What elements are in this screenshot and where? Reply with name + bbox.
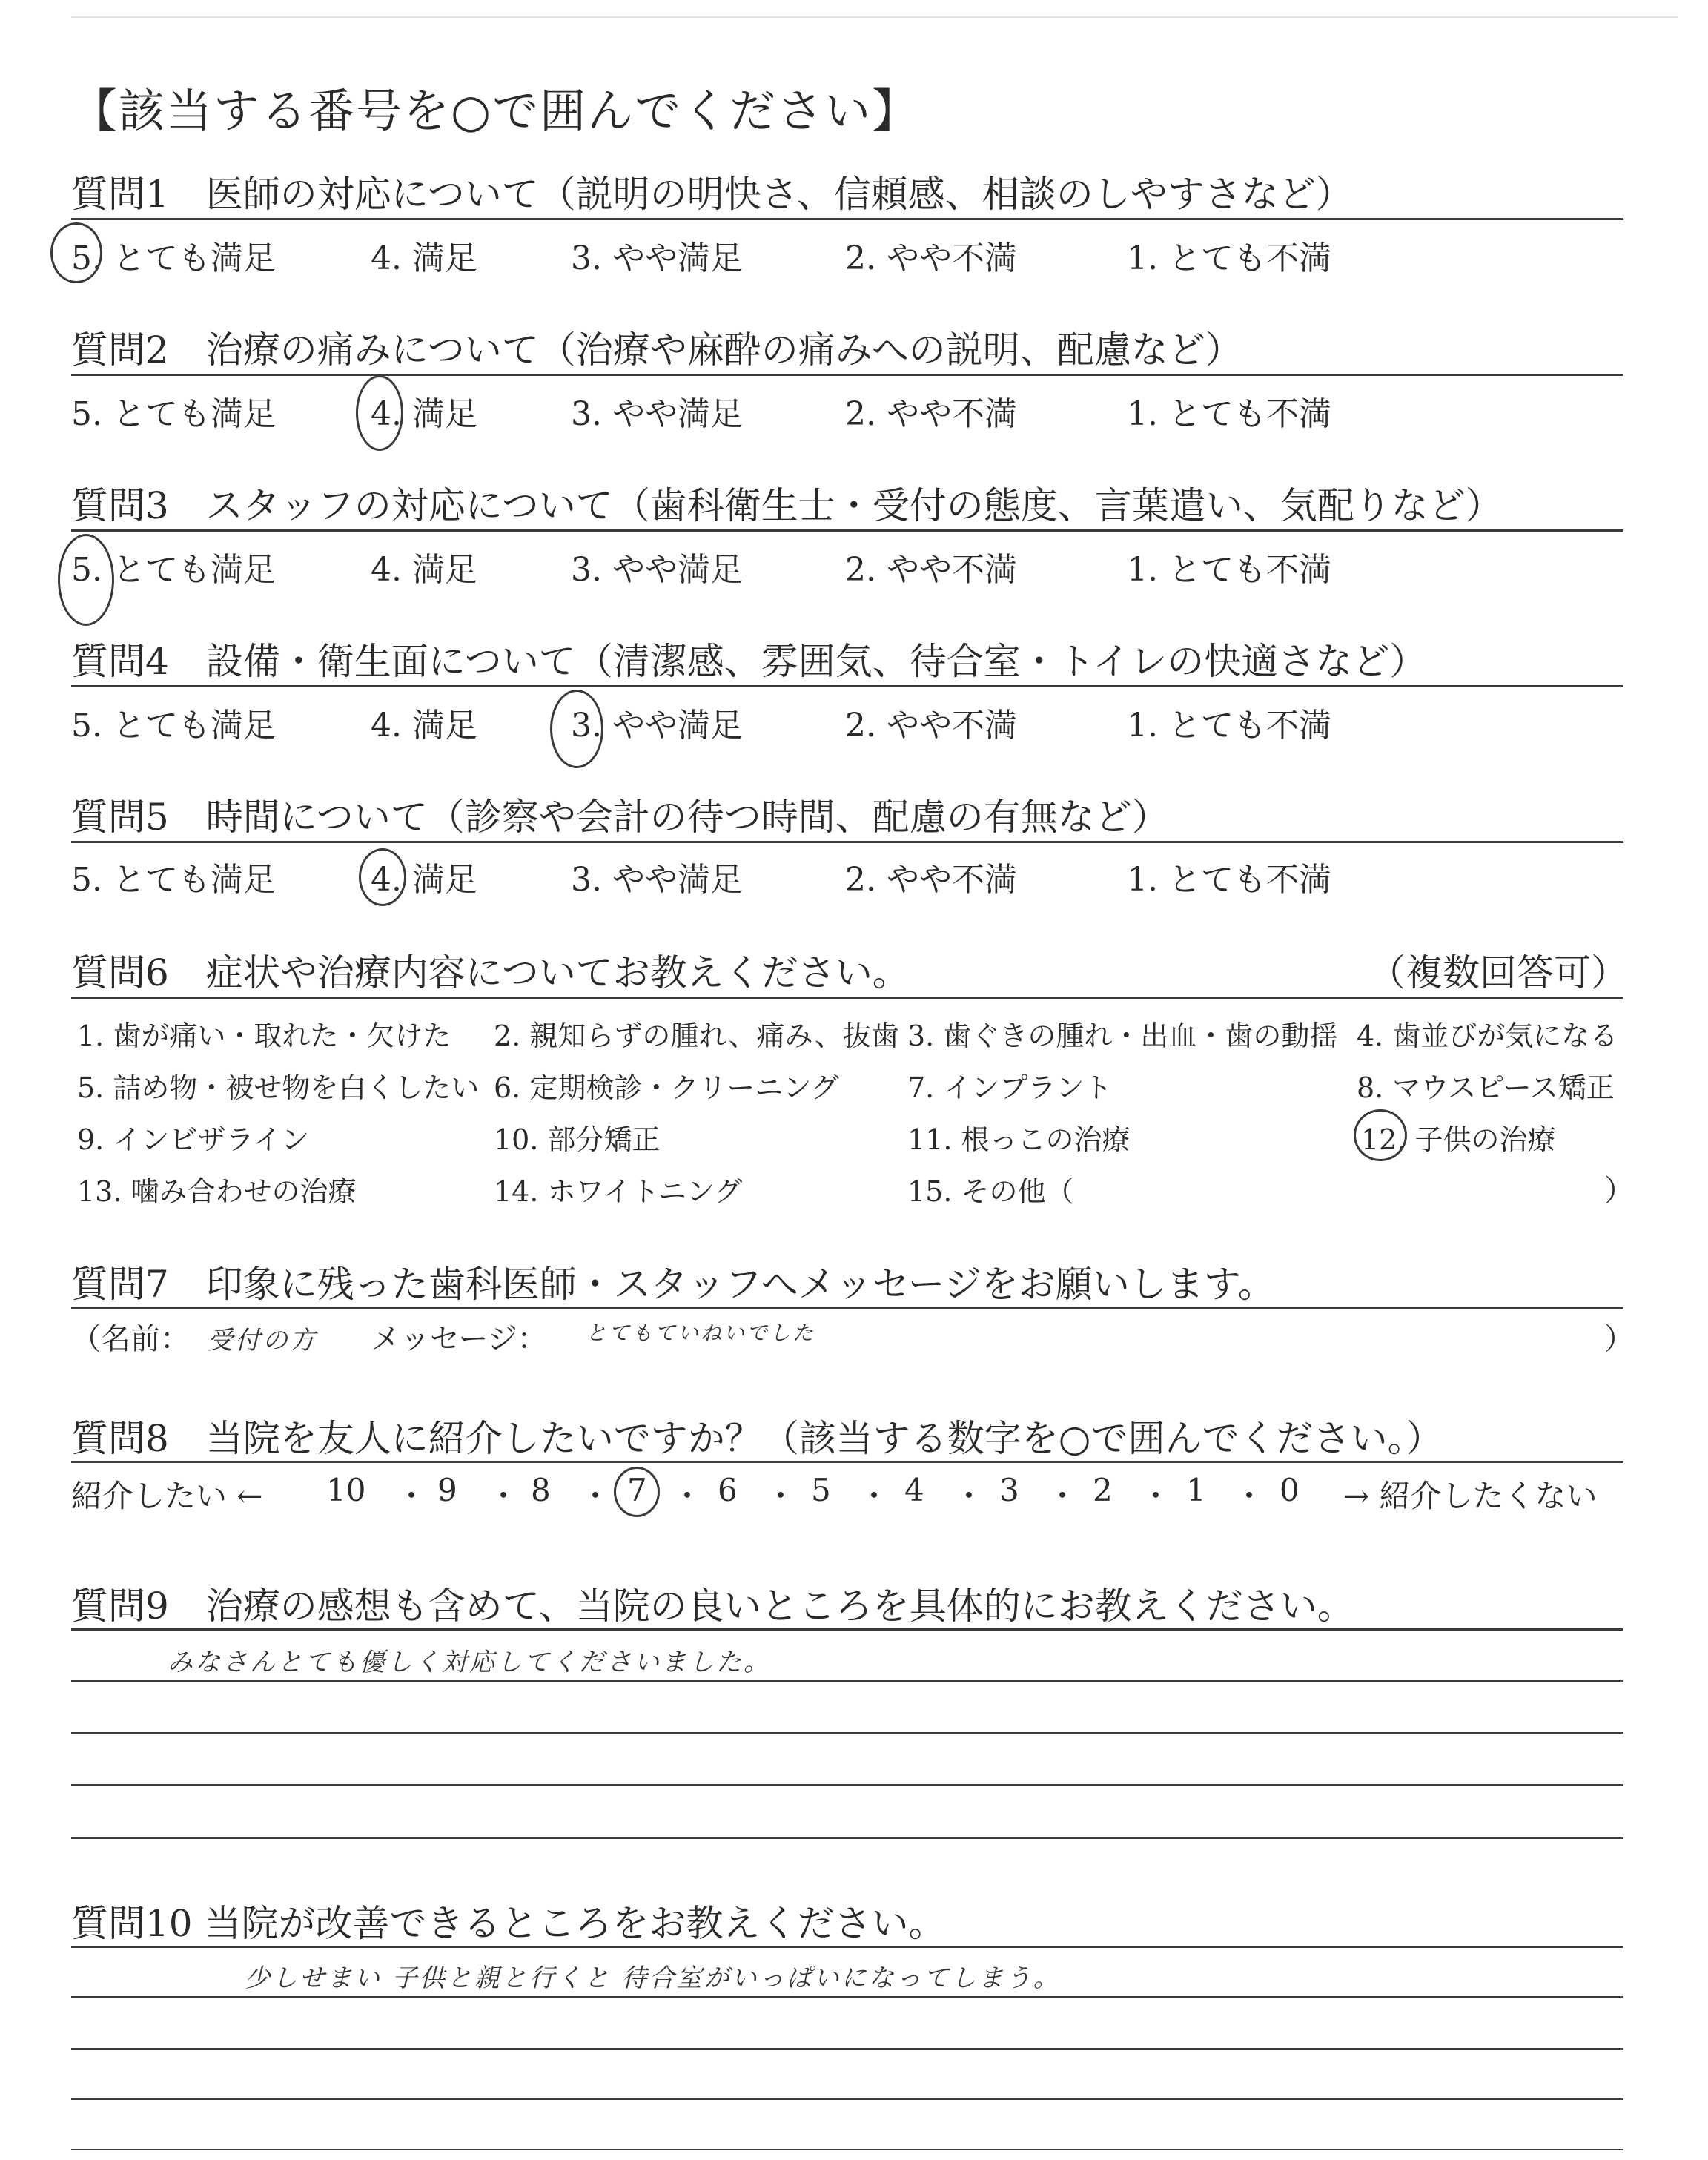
q10-answer-handwritten[interactable]: 少しせまい 子供と親と行くと 待合室がいっぱいになってしまう。 <box>245 1964 1061 1993</box>
q5-option-3[interactable]: 3. やや満足 <box>571 861 743 899</box>
question-3-title: 質問3 スタッフの対応について（歯科衛生士・受付の態度、言葉遣い、気配りなど） <box>71 484 1503 527</box>
q7-message-label: メッセージ： <box>371 1322 547 1356</box>
q3-option-2[interactable]: 2. やや不満 <box>845 551 1017 589</box>
q7-name-handwritten[interactable]: 受付の方 <box>208 1326 317 1355</box>
q6-option-5[interactable]: 5. 詰め物・被せ物を白くしたい <box>77 1071 480 1104</box>
q6-option-11[interactable]: 11. 根っこの治療 <box>907 1123 1131 1156</box>
q6-option-13[interactable]: 13. 噛み合わせの治療 <box>77 1175 357 1208</box>
q8-scale-0[interactable]: 0 <box>1280 1472 1300 1508</box>
q1-option-5[interactable]: 5. とても満足 <box>71 240 276 277</box>
question-8-rule <box>71 1461 1623 1463</box>
q7-name-label: （名前： <box>71 1322 190 1356</box>
q8-scale-10[interactable]: 10 <box>326 1472 366 1508</box>
q8-scale-7[interactable]: 7 <box>627 1472 647 1508</box>
q6-option-3[interactable]: 3. 歯ぐきの腫れ・出血・歯の動揺 <box>907 1020 1338 1052</box>
q8-left-label: 紹介したい ← <box>71 1478 263 1514</box>
q8-scale-dot: ・ <box>488 1478 520 1514</box>
question-5-title: 質問5 時間について（診察や会計の待つ時間、配慮の有無など） <box>71 796 1169 839</box>
question-2-title: 質問2 治療の痛みについて（治療や麻酔の痛みへの説明、配慮など） <box>71 328 1242 371</box>
q8-scale-2[interactable]: 2 <box>1093 1472 1113 1508</box>
question-9-title: 質問9 治療の感想も含めて、当院の良いところを具体的にお教えください。 <box>71 1585 1354 1628</box>
question-1-title: 質問1 医師の対応について（説明の明快さ、信頼感、相談のしやすさなど） <box>71 173 1353 216</box>
q2-option-1[interactable]: 1. とても不満 <box>1127 395 1331 433</box>
q8-scale-8[interactable]: 8 <box>531 1472 551 1508</box>
q6-option-8[interactable]: 8. マウスピース矯正 <box>1357 1071 1615 1104</box>
q2-option-4[interactable]: 4. 満足 <box>371 395 477 433</box>
q8-scale-dot: ・ <box>858 1478 890 1514</box>
q6-option-6[interactable]: 6. 定期検診・クリーニング <box>494 1071 839 1104</box>
q8-scale-dot: ・ <box>1234 1478 1265 1514</box>
q2-option-5[interactable]: 5. とても満足 <box>71 395 276 433</box>
q4-option-5[interactable]: 5. とても満足 <box>71 707 276 744</box>
q5-selection-circle <box>359 848 406 906</box>
q6-option-7[interactable]: 7. インプラント <box>907 1071 1113 1104</box>
q6-option-10[interactable]: 10. 部分矯正 <box>494 1123 661 1156</box>
q6-other-close-paren: ） <box>1604 1174 1634 1208</box>
q3-option-3[interactable]: 3. やや満足 <box>571 551 743 589</box>
q1-option-3[interactable]: 3. やや満足 <box>571 240 743 277</box>
q6-option-4[interactable]: 4. 歯並びが気になる <box>1357 1020 1618 1052</box>
q5-option-1[interactable]: 1. とても不満 <box>1127 861 1331 899</box>
question-5-rule <box>71 841 1623 843</box>
q9-writing-line <box>71 1680 1623 1682</box>
top-edge-rule <box>71 16 1678 18</box>
question-6-note: （複数回答可） <box>1368 951 1628 994</box>
q6-option-2[interactable]: 2. 親知らずの腫れ、痛み、抜歯 <box>494 1020 899 1052</box>
q6-option-15[interactable]: 15. その他（ <box>907 1175 1074 1208</box>
question-7-rule <box>71 1307 1623 1309</box>
q8-right-label: → 紹介したくない <box>1343 1478 1598 1514</box>
question-10-rule <box>71 1946 1623 1948</box>
q1-option-1[interactable]: 1. とても不満 <box>1127 240 1331 277</box>
q6-option-12[interactable]: 12. 子供の治療 <box>1361 1123 1556 1156</box>
question-8-title: 質問8 当院を友人に紹介したいですか？（該当する数字を○で囲んでください。） <box>71 1417 1443 1460</box>
q8-scale-4[interactable]: 4 <box>904 1472 924 1508</box>
q9-writing-line <box>71 1784 1623 1786</box>
q5-option-4[interactable]: 4. 満足 <box>371 861 477 899</box>
q2-option-2[interactable]: 2. やや不満 <box>845 395 1017 433</box>
question-4-rule <box>71 685 1623 687</box>
question-3-rule <box>71 529 1623 532</box>
q4-option-1[interactable]: 1. とても不満 <box>1127 707 1331 744</box>
form-heading: 【該当する番号を○で囲んでください】 <box>71 84 920 138</box>
q4-option-4[interactable]: 4. 満足 <box>371 707 477 744</box>
q8-scale-dot: ・ <box>580 1478 612 1514</box>
q9-writing-line <box>71 1732 1623 1734</box>
q1-selection-circle <box>50 222 102 283</box>
q10-writing-line <box>71 2048 1623 2050</box>
question-1-rule <box>71 218 1623 220</box>
q5-option-5[interactable]: 5. とても満足 <box>71 861 276 899</box>
q9-answer-handwritten[interactable]: みなさんとても優しく対応してくださいました。 <box>168 1648 771 1677</box>
q8-scale-dot: ・ <box>765 1478 797 1514</box>
question-6-title: 質問6 症状や治療内容についてお教えください。 <box>71 951 910 994</box>
question-10-title: 質問10 当院が改善できるところをお教えください。 <box>71 1902 946 1945</box>
q6-option-14[interactable]: 14. ホワイトニング <box>494 1175 743 1208</box>
q9-writing-line <box>71 1837 1623 1839</box>
q7-close-paren: ） <box>1604 1322 1634 1356</box>
q8-scale-5[interactable]: 5 <box>811 1472 831 1508</box>
q4-option-2[interactable]: 2. やや不満 <box>845 707 1017 744</box>
question-4-title: 質問4 設備・衛生面について（清潔感、雰囲気、待合室・トイレの快適さなど） <box>71 640 1427 683</box>
question-6-rule <box>71 997 1623 999</box>
q10-writing-line <box>71 2098 1623 2100</box>
q6-option-9[interactable]: 9. インビザライン <box>77 1123 310 1156</box>
q8-scale-dot: ・ <box>1140 1478 1172 1514</box>
q2-selection-circle <box>356 375 403 451</box>
q3-option-1[interactable]: 1. とても不満 <box>1127 551 1331 589</box>
q5-option-2[interactable]: 2. やや不満 <box>845 861 1017 899</box>
q8-scale-dot: ・ <box>672 1478 704 1514</box>
q8-selection-circle <box>614 1467 660 1517</box>
q2-option-3[interactable]: 3. やや満足 <box>571 395 743 433</box>
q8-scale-dot: ・ <box>1047 1478 1079 1514</box>
q10-writing-line <box>71 1996 1623 1998</box>
q8-scale-6[interactable]: 6 <box>718 1472 738 1508</box>
q8-scale-dot: ・ <box>953 1478 985 1514</box>
q8-scale-1[interactable]: 1 <box>1186 1472 1206 1508</box>
question-2-rule <box>71 374 1623 376</box>
q3-option-4[interactable]: 4. 満足 <box>371 551 477 589</box>
q3-selection-circle <box>58 534 114 626</box>
q6-option-1[interactable]: 1. 歯が痛い・取れた・欠けた <box>77 1020 451 1052</box>
q7-message-handwritten[interactable]: とてもていねいでした <box>586 1321 816 1345</box>
q1-option-2[interactable]: 2. やや不満 <box>845 240 1017 277</box>
q8-scale-dot: ・ <box>396 1478 428 1514</box>
question-7-title: 質問7 印象に残った歯科医師・スタッフへメッセージをお願いします。 <box>71 1263 1275 1306</box>
q8-scale-9[interactable]: 9 <box>437 1472 457 1508</box>
question-9-rule <box>71 1628 1623 1631</box>
q4-option-3[interactable]: 3. やや満足 <box>571 707 743 744</box>
q6-selection-circle <box>1354 1109 1407 1161</box>
q4-selection-circle <box>550 690 603 768</box>
q8-scale-3[interactable]: 3 <box>999 1472 1019 1508</box>
q10-writing-line <box>71 2149 1623 2150</box>
q1-option-4[interactable]: 4. 満足 <box>371 240 477 277</box>
q3-option-5[interactable]: 5. とても満足 <box>71 551 276 589</box>
